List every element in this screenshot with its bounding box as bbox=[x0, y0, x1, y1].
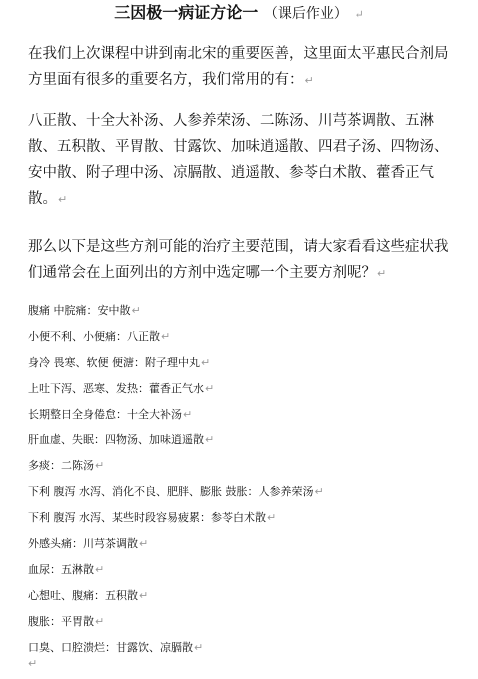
answer-list bbox=[28, 298, 468, 660]
question-text: 那么以下是这些方剂可能的治疗主要范围，请大家看看这些症状我们通常会在上面列出的方剂中选定哪一个主要方剂呢？ bbox=[28, 239, 449, 281]
paragraph-mark-icon: ↵ bbox=[139, 588, 149, 602]
paragraph-mark-icon: ↵ bbox=[267, 511, 277, 525]
paragraph-mark-icon: ↵ bbox=[304, 74, 314, 87]
paragraph-mark-icon: ↵ bbox=[95, 562, 105, 576]
list-item: 上吐下泻、恶寒、发热：藿香正气水↵ bbox=[28, 381, 215, 395]
list-item: 血尿：五淋散↵ bbox=[28, 562, 105, 576]
paragraph-mark-icon: ↵ bbox=[205, 381, 215, 395]
paragraph-mark-icon: ↵ bbox=[314, 485, 324, 499]
intro-text: 在我们上次课程中讲到南北宋的重要医善，这里面太平惠民合剂局方里面有很多的重要名方，我们常用的有： bbox=[28, 46, 449, 88]
document-title bbox=[0, 2, 478, 26]
paragraph-mark-icon: ↵ bbox=[194, 640, 204, 654]
list-item: 腹胀：平胃散↵ bbox=[28, 614, 105, 628]
list-item: 下利 腹泻 水泻、某些时段容易疲累：参苓白术散↵ bbox=[28, 511, 277, 525]
question-paragraph bbox=[28, 234, 460, 287]
paragraph-mark-icon: ↵ bbox=[354, 8, 364, 21]
paragraph-mark-icon: ↵ bbox=[58, 193, 68, 206]
title-suffix: （课后作业） bbox=[263, 6, 348, 22]
paragraph-mark-icon: ↵ bbox=[131, 304, 141, 317]
list-item: 口臭、口腔溃烂：甘露饮、凉膈散↵ bbox=[28, 640, 204, 654]
paragraph-mark-icon: ↵ bbox=[139, 537, 149, 551]
list-item: 身冷 畏寒、软便 便溏：附子理中丸↵ bbox=[28, 355, 211, 369]
list-item: 腹痛 中脘痛：安中散↵ bbox=[28, 304, 141, 317]
list-item: 心想吐、腹痛：五积散↵ bbox=[28, 588, 149, 602]
list-item: 长期整日全身倦怠：十全大补汤↵ bbox=[28, 407, 193, 421]
intro-paragraph bbox=[28, 41, 460, 94]
paragraph-mark-icon: ↵ bbox=[201, 355, 211, 369]
list-item: 肝血虚、失眠：四物汤、加味逍遥散↵ bbox=[28, 433, 215, 447]
list-item: 小便不利、小便痛：八正散↵ bbox=[28, 329, 171, 343]
paragraph-mark-icon: ↵ bbox=[183, 407, 193, 421]
paragraph-mark-icon: ↵ bbox=[95, 614, 105, 628]
list-item: 多痰：二陈汤↵ bbox=[28, 459, 105, 473]
list-item: 外感头痛：川芎茶调散↵ bbox=[28, 537, 149, 551]
paragraph-mark-icon: ↵ bbox=[377, 267, 387, 280]
paragraph-mark-icon: ↵ bbox=[95, 459, 105, 473]
formulas-text: 八正散、十全大补汤、人参养荣汤、二陈汤、川芎茶调散、五淋散、五积散、平胃散、甘露饮、加味逍遥散、四君子汤、四物汤、安中散、附子理中汤、凉膈散、逍遥散、参苓白术散、藿香正气散。 bbox=[28, 113, 449, 207]
paragraph-mark-icon: ↵ bbox=[161, 329, 171, 343]
paragraph-mark-icon: ↵ bbox=[205, 433, 215, 447]
paragraph-mark-icon: ↵ bbox=[28, 657, 38, 670]
title-text: 三因极一病证方论一 bbox=[114, 3, 259, 22]
list-item: 下利 腹泻 水泻、消化不良、肥胖、膨胀 鼓胀：人参养荣汤↵ bbox=[28, 485, 324, 499]
formulas-paragraph bbox=[28, 108, 460, 213]
